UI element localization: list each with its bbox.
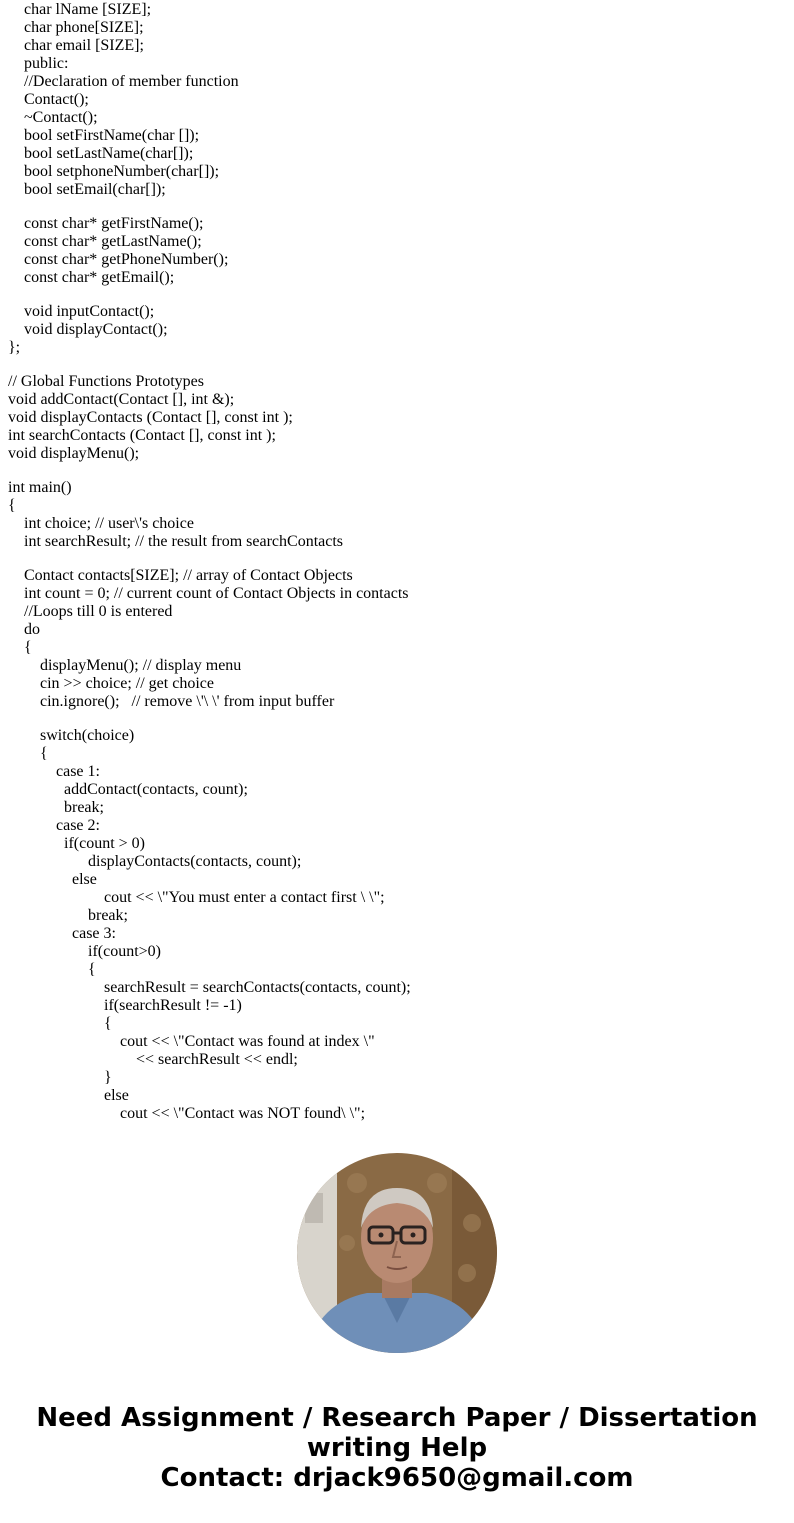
code-line: case 2:	[8, 817, 100, 834]
code-line: char lName [SIZE];	[8, 1, 152, 18]
code-line: {	[8, 497, 16, 514]
code-line: Contact();	[8, 91, 89, 108]
code-line: switch(choice)	[8, 727, 135, 744]
code-line: int choice; // user\'s choice	[8, 515, 194, 532]
code-line: bool setphoneNumber(char[]);	[8, 163, 220, 180]
code-line: bool setFirstName(char []);	[8, 127, 200, 144]
code-line: cout << \"Contact was found at index \"	[8, 1033, 375, 1050]
code-line: public:	[8, 55, 69, 72]
code-line: const char* getFirstName();	[8, 215, 204, 232]
code-line: cout << \"You must enter a contact first \ \";	[8, 889, 385, 906]
code-line: //Loops till 0 is entered	[8, 603, 173, 620]
code-line	[8, 711, 411, 727]
code-line: else	[8, 871, 97, 888]
author-photo	[297, 1153, 497, 1353]
code-line: case 3:	[8, 925, 116, 942]
code-line: char phone[SIZE];	[8, 19, 144, 36]
code-line: cout << \"Contact was NOT found\ \";	[8, 1105, 366, 1122]
promo-banner	[0, 1403, 794, 1493]
code-line: void displayContacts (Contact [], const int );	[8, 409, 293, 426]
code-line: void addContact(Contact [], int &);	[8, 391, 235, 408]
code-listing	[8, 1, 411, 1123]
code-line: addContact(contacts, count);	[8, 781, 248, 798]
code-line	[8, 357, 411, 373]
code-line: cin >> choice; // get choice	[8, 675, 214, 692]
code-line: };	[8, 339, 21, 356]
code-line: << searchResult << endl;	[8, 1051, 298, 1068]
code-line	[8, 287, 411, 303]
promo-line-2: writing Help	[306, 1433, 488, 1463]
code-line: do	[8, 621, 40, 638]
code-line: int main()	[8, 479, 72, 496]
promo-contact-line: Contact: drjack9650@gmail.com	[160, 1463, 634, 1493]
code-line: bool setEmail(char[]);	[8, 181, 166, 198]
code-line: {	[8, 1015, 112, 1032]
code-line: void displayContact();	[8, 321, 168, 338]
code-line: int count = 0; // current count of Contact Objects in contacts	[8, 585, 409, 602]
promo-line-1: Need Assignment / Research Paper / Dissertation	[36, 1403, 758, 1433]
code-line	[8, 199, 411, 215]
code-line: displayMenu(); // display menu	[8, 657, 242, 674]
code-line: int searchResult; // the result from searchContacts	[8, 533, 344, 550]
person-photo-icon	[297, 1153, 497, 1353]
code-line: if(count > 0)	[8, 835, 145, 852]
code-line: }	[8, 1069, 112, 1086]
code-line: void displayMenu();	[8, 445, 140, 462]
code-line: searchResult = searchContacts(contacts, count);	[8, 979, 411, 996]
code-line: int searchContacts (Contact [], const int );	[8, 427, 276, 444]
code-line: const char* getLastName();	[8, 233, 202, 250]
code-line: //Declaration of member function	[8, 73, 239, 90]
code-line: void inputContact();	[8, 303, 155, 320]
code-line: bool setLastName(char[]);	[8, 145, 194, 162]
code-line: break;	[8, 907, 128, 924]
code-line: cin.ignore(); // remove \'\ \' from input buffer	[8, 693, 335, 710]
code-line: if(searchResult != -1)	[8, 997, 242, 1014]
code-line: // Global Functions Prototypes	[8, 373, 204, 390]
code-line: {	[8, 961, 96, 978]
code-line: {	[8, 745, 48, 762]
code-line: {	[8, 639, 32, 656]
code-line: const char* getEmail();	[8, 269, 175, 286]
code-line: else	[8, 1087, 129, 1104]
code-line: displayContacts(contacts, count);	[8, 853, 302, 870]
code-line	[8, 551, 411, 567]
code-line	[8, 463, 411, 479]
code-line: ~Contact();	[8, 109, 98, 126]
code-line: break;	[8, 799, 104, 816]
code-line: case 1:	[8, 763, 100, 780]
code-line: Contact contacts[SIZE]; // array of Contact Objects	[8, 567, 353, 584]
code-line: const char* getPhoneNumber();	[8, 251, 229, 268]
code-line: if(count>0)	[8, 943, 161, 960]
code-line: char email [SIZE];	[8, 37, 144, 54]
